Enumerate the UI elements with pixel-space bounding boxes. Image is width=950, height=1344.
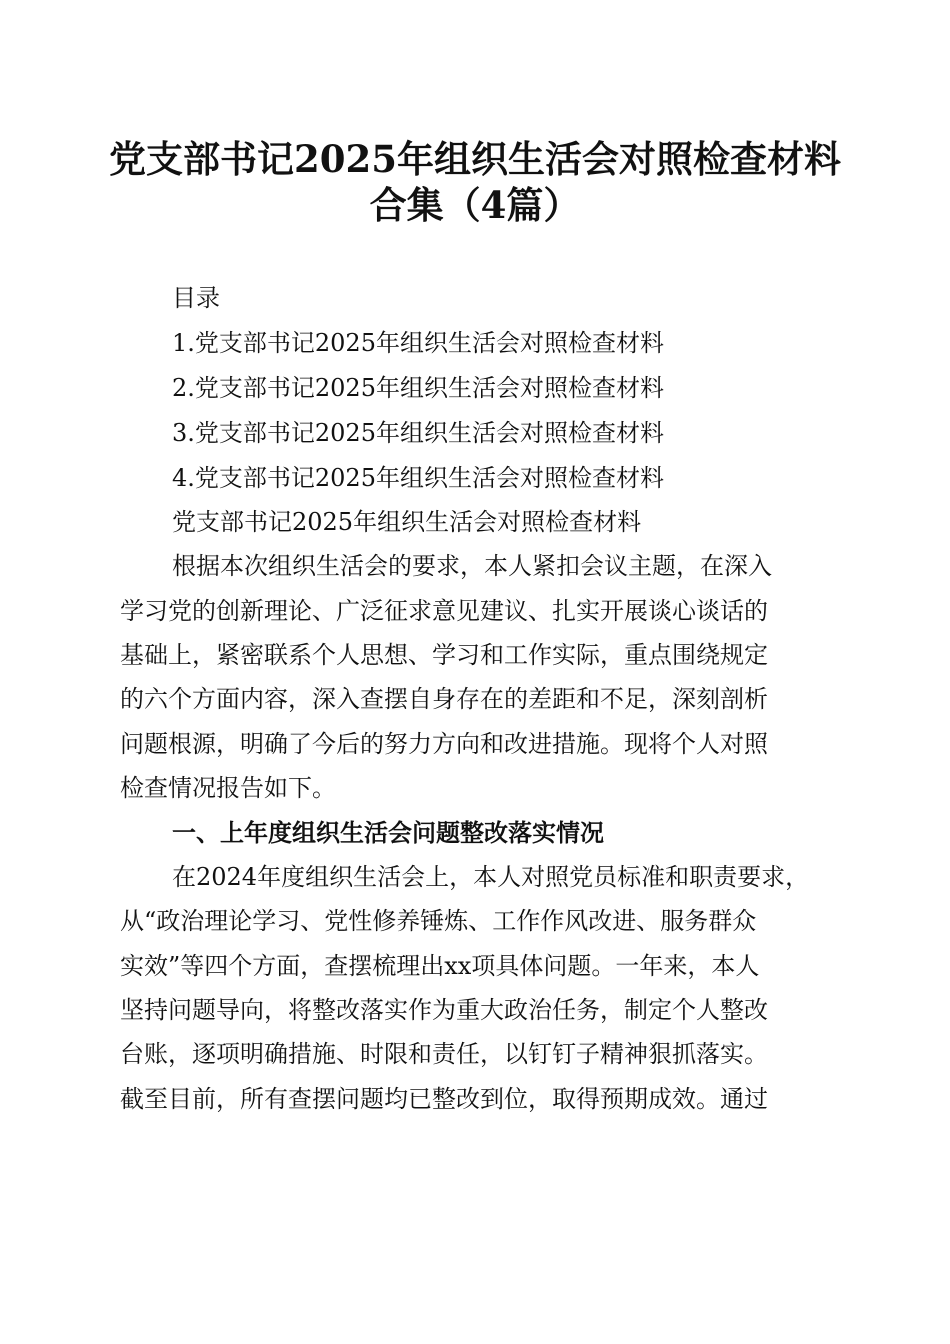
paragraph-line: 在2024年度组织生活会上，本人对照党员标准和职责要求， — [172, 863, 810, 891]
toc-item: 3.党支部书记2025年组织生活会对照检查材料 — [172, 419, 664, 447]
document-title-line-2: 合集（4篇） — [369, 183, 581, 227]
document-title-line-1: 党支部书记2025年组织生活会对照检查材料 — [109, 137, 841, 181]
toc-heading: 目录 — [172, 284, 220, 312]
paragraph-line: 基础上，紧密联系个人思想、学习和工作实际，重点围绕规定 — [120, 641, 768, 669]
paragraph-line: 学习党的创新理论、广泛征求意见建议、扎实开展谈心谈话的 — [120, 597, 768, 625]
toc-item: 1.党支部书记2025年组织生活会对照检查材料 — [172, 329, 664, 357]
paragraph-line: 截至目前，所有查摆问题均已整改到位，取得预期成效。通过 — [120, 1085, 768, 1113]
paragraph-line: 台账，逐项明确措施、时限和责任，以钉钉子精神狠抓落实。 — [120, 1040, 768, 1068]
paragraph-line: 检查情况报告如下。 — [120, 774, 336, 802]
paragraph-line: 根据本次组织生活会的要求，本人紧扣会议主题，在深入 — [172, 552, 772, 580]
article-title: 党支部书记2025年组织生活会对照检查材料 — [172, 508, 642, 536]
paragraph-line: 的六个方面内容，深入查摆自身存在的差距和不足，深刻剖析 — [120, 685, 768, 713]
paragraph-line: 实效”等四个方面，查摆梳理出xx项具体问题。一年来，本人 — [120, 952, 760, 980]
section-heading: 一、上年度组织生活会问题整改落实情况 — [172, 819, 604, 847]
paragraph-line: 坚持问题导向，将整改落实作为重大政治任务，制定个人整改 — [120, 996, 768, 1024]
toc-item: 2.党支部书记2025年组织生活会对照检查材料 — [172, 374, 664, 402]
paragraph-line: 从“政治理论学习、党性修养锤炼、工作作风改进、服务群众 — [120, 907, 757, 935]
toc-item: 4.党支部书记2025年组织生活会对照检查材料 — [172, 464, 664, 492]
paragraph-line: 问题根源，明确了今后的努力方向和改进措施。现将个人对照 — [120, 730, 768, 758]
